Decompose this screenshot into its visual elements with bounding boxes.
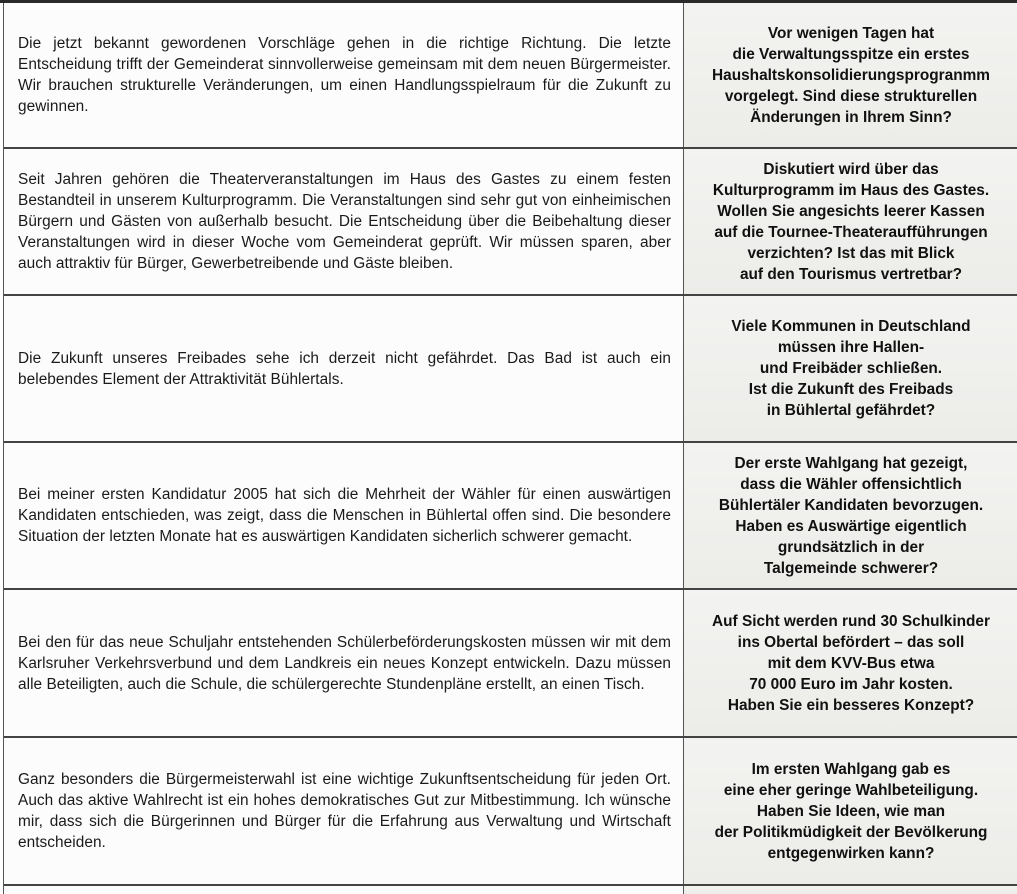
question-text: Der erste Wahlgang hat gezeigt, dass die Wähler offensichtlich Bühlertäler Kandidaten bevorzugen. Haben es Auswärtige eigentlich grundsätzlich in der Talgemeinde schwerer? [718, 454, 984, 577]
qa-row [4, 296, 1017, 443]
answer-cell [4, 296, 684, 441]
answer-text: Die jetzt bekannt gewordenen Vorschläge gehen in die richtige Richtung. Die letzte Entscheidung trifft der Gemeinderat sinnvollerweise gemeinsam mit dem neuen Bürgermeister. Wir brauchen strukturelle Veränderungen, um einen Handlungsspielraum für die Zukunft zu gewinnen. [18, 35, 671, 115]
answer-text: Ganz besonders die Bürgermeisterwahl ist eine wichtige Zukunftsentscheidung für jeden Ort. Auch das aktive Wahlrecht ist ein hohes demokratisches Gut zur Mitbestimmung. Ich wünsche mir, dass sich die Bürgerinnen und Bürger für die Erfahrung aus Verwaltung und Wirtschaft entscheiden. [18, 771, 671, 851]
question-cell [684, 738, 1017, 884]
question-text: Vor wenigen Tagen hat die Verwaltungsspitze ein erstes Haushaltskonsolidierungsprogranmm vorgelegt. Sind diese strukturellen Änderungen in Ihrem Sinn? [712, 24, 990, 126]
question-cell [684, 296, 1017, 441]
answer-text: Bei meiner ersten Kandidatur 2005 hat sich die Mehrheit der Wähler für einen auswärtigen Kandidaten entschieden, was zeigt, dass die Menschen in Bühlertal offen sind. Die besondere Situation der letzten Monate hat es auswärtigen Kandidaten sicherlich schwerer gemacht. [18, 486, 671, 545]
answer-cell [4, 590, 684, 736]
answer-cell [4, 149, 684, 294]
answer-text: Bei den für das neue Schuljahr entstehenden Schülerbeförderungskosten müssen wir mit dem Karlsruher Verkehrsverbund und dem Landkreis ein neues Konzept entwickeln. Dazu müssen alle Beteiligten, auch die Schule, die schülergerechte Stundenpläne erstellt, an einen Tisch. [18, 633, 671, 693]
answer-cell [4, 443, 684, 588]
interview-table [3, 3, 1017, 894]
qa-row [4, 443, 1017, 590]
answer-text: Die Zukunft unseres Freibades sehe ich derzeit nicht gefährdet. Das Bad ist auch ein belebendes Element der Attraktivität Bühlertals. [18, 349, 671, 388]
qa-row [4, 590, 1017, 738]
question-cell [684, 886, 1017, 894]
answer-text: Seit Jahren gehören die Theaterveranstaltungen im Haus des Gastes zu einem festen Bestandteil in unserem Kulturprogramm. Die Veranstaltungen sind sehr gut von einheimischen Bürgern und Gästen von außerhalb besucht. Die Entscheidung über die Beibehaltung dieser Veranstaltungen wird in dieser Woche vom Gemeinderat geprüft. Wir müssen sparen, aber auch attraktiv für Bürger, Gewerbetreibende und Gäste bleiben. [18, 171, 671, 272]
question-text: Viele Kommunen in Deutschland müssen ihre Hallen- und Freibäder schließen. Ist die Zukunft des Freibads in Bühlertal gefährdet? [731, 318, 971, 419]
qa-row [4, 149, 1017, 296]
qa-row [4, 3, 1017, 149]
qa-row [4, 738, 1017, 886]
question-cell [684, 3, 1017, 147]
answer-cell [4, 3, 684, 147]
question-text: Auf Sicht werden rund 30 Schulkinder ins Obertal befördert – das soll mit dem KVV-Bus etwa 70 000 Euro im Jahr kosten. Haben Sie ein besseres Konzept? [712, 612, 990, 714]
question-text: Diskutiert wird über das Kulturprogramm im Haus des Gastes. Wollen Sie angesichts leerer Kassen auf die Tournee-Theateraufführungen verzichten? Ist das mit Blick auf den Tourismus vertretbar? [712, 160, 990, 283]
qa-row-continuation [4, 886, 1017, 894]
question-text: Im ersten Wahlgang gab es eine eher geringe Wahlbeteiligung. Haben Sie Ideen, wie man der Politikmüdigkeit der Bevölkerung entgegenwirken kann? [714, 760, 988, 862]
answer-cell [4, 886, 684, 894]
question-cell [684, 443, 1017, 588]
answer-cell [4, 738, 684, 884]
question-cell [684, 149, 1017, 294]
question-cell [684, 590, 1017, 736]
